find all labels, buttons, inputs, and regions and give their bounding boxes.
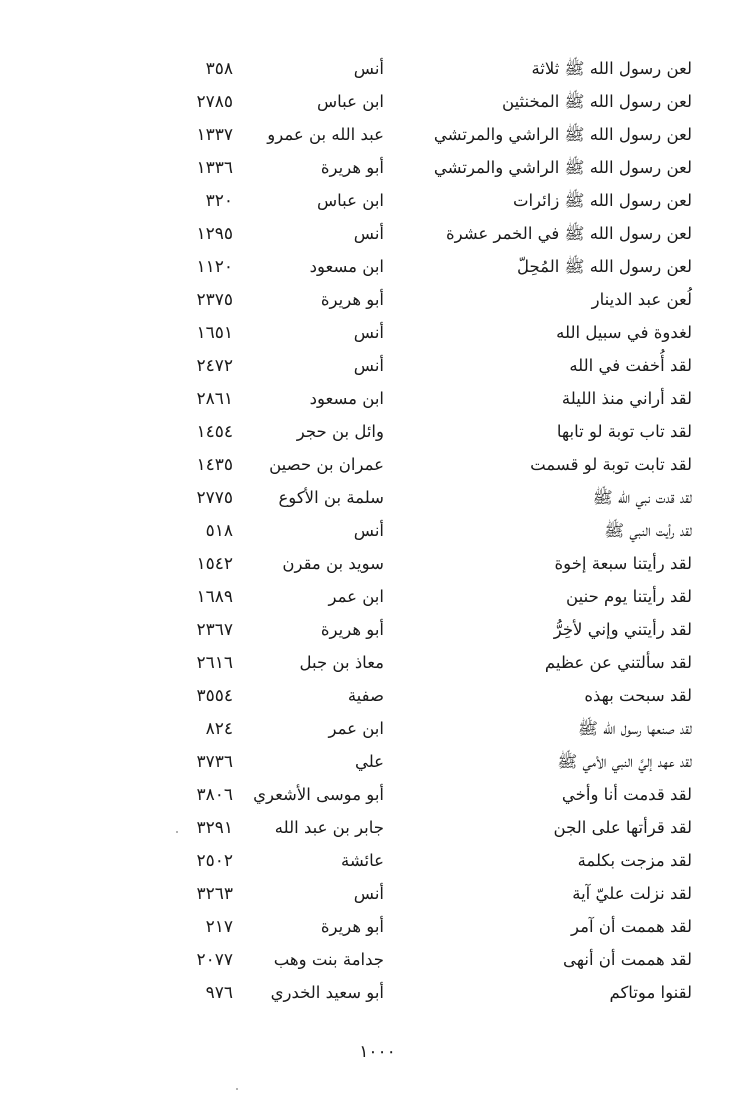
- narrator-name: أنس: [353, 224, 384, 243]
- narrator-name: عمران بن حصين: [269, 455, 384, 474]
- hadith-opening-text: لقد رأيت النبي ﷺ: [604, 521, 692, 540]
- narrator-name: أنس: [353, 356, 384, 375]
- index-row: [0, 415, 755, 448]
- hadith-number: ١٤٥٤: [196, 422, 233, 442]
- index-row: [0, 646, 755, 679]
- hadith-opening-text: لقد رأيتني وإني لأخِرُّ: [553, 620, 692, 639]
- index-row: [0, 976, 755, 1009]
- hadith-opening-text: لقد رأيتنا سبعة إخوة: [554, 554, 692, 573]
- index-row: [0, 184, 755, 217]
- index-row: [0, 844, 755, 877]
- hadith-number: ١٦٨٩: [196, 587, 233, 607]
- narrator-name: أبو هريرة: [320, 158, 384, 177]
- hadith-number: ٢٦١٦: [196, 653, 233, 673]
- index-row: [0, 778, 755, 811]
- hadith-opening-text: لقد أراني منذ الليلة: [561, 389, 692, 408]
- narrator-name: أبو هريرة: [320, 620, 384, 639]
- hadith-opening-text: لقد مزجت بكلمة: [577, 851, 692, 870]
- index-row: [0, 250, 755, 283]
- narrator-name: ابن مسعود: [309, 257, 384, 276]
- index-row: [0, 547, 755, 580]
- hadith-opening-text: لقد قدت نبي الله ﷺ: [592, 488, 692, 507]
- index-row: [0, 910, 755, 943]
- index-row: [0, 349, 755, 382]
- narrator-name: عبد الله بن عمرو: [267, 125, 384, 144]
- scan-speck: [176, 831, 178, 833]
- hadith-number: ٢٥٠٢: [196, 851, 233, 871]
- hadith-number: ٣٢٦٣: [196, 884, 233, 904]
- hadith-number: ٨٢٤: [205, 719, 233, 739]
- hadith-opening-text: لعن رسول الله ﷺ زائرات: [512, 191, 692, 210]
- hadith-number: ١٣٣٦: [196, 158, 233, 178]
- hadith-number: ٢٨٦١: [196, 389, 233, 409]
- index-row: [0, 283, 755, 316]
- index-row: [0, 943, 755, 976]
- index-row: [0, 382, 755, 415]
- index-row: [0, 52, 755, 85]
- index-row: [0, 712, 755, 745]
- hadith-number: ٥١٨: [205, 521, 233, 541]
- index-row: [0, 580, 755, 613]
- hadith-opening-text: لقد تاب توبة لو تابها: [556, 422, 692, 441]
- hadith-number: ١٥٤٢: [196, 554, 233, 574]
- narrator-name: أنس: [353, 59, 384, 78]
- narrator-name: وائل بن حجر: [296, 422, 384, 441]
- narrator-name: جابر بن عبد الله: [274, 818, 384, 837]
- index-row: [0, 811, 755, 844]
- narrator-name: صفية: [347, 686, 384, 705]
- hadith-opening-text: لقد قدمت أنا وأخي: [561, 785, 692, 804]
- hadith-number: ٢٧٧٥: [196, 488, 233, 508]
- hadith-opening-text: لقد نزلت عليّ آية: [572, 884, 692, 903]
- hadith-number: ٣٥٨: [205, 59, 233, 79]
- hadith-number: ٣٢٩١: [196, 818, 233, 838]
- hadith-number: ٩٧٦: [205, 983, 233, 1003]
- narrator-name: ابن عمر: [328, 719, 384, 738]
- index-row: [0, 877, 755, 910]
- hadith-opening-text: لعن رسول الله ﷺ في الخمر عشرة: [445, 224, 692, 243]
- narrator-name: أبو هريرة: [320, 917, 384, 936]
- index-row: [0, 151, 755, 184]
- index-row: [0, 745, 755, 778]
- index-row: [0, 85, 755, 118]
- index-row: [0, 217, 755, 250]
- hadith-number: ٢٣٧٥: [196, 290, 233, 310]
- narrator-name: أبو موسى الأشعري: [253, 785, 384, 804]
- hadith-number: ٢١٧: [205, 917, 233, 937]
- hadith-number: ١٤٣٥: [196, 455, 233, 475]
- narrator-name: أنس: [353, 521, 384, 540]
- page-number: ١٠٠٠: [359, 1042, 396, 1062]
- hadith-number: ١١٢٠: [196, 257, 233, 277]
- narrator-name: عائشة: [340, 851, 384, 870]
- narrator-name: ابن عباس: [317, 191, 384, 210]
- hadith-number: ١٢٩٥: [196, 224, 233, 244]
- hadith-opening-text: لقد رأيتنا يوم حنين: [566, 587, 692, 606]
- narrator-name: معاذ بن جبل: [299, 653, 384, 672]
- hadith-number: ٢٣٦٧: [196, 620, 233, 640]
- hadith-opening-text: لقد سبحت بهذه: [584, 686, 692, 705]
- hadith-number: ٢٧٨٥: [196, 92, 233, 112]
- hadith-opening-text: لقد هممت أن آمر: [571, 917, 692, 936]
- hadith-opening-text: لعن رسول الله ﷺ ثلاثة: [531, 59, 692, 78]
- index-row: [0, 448, 755, 481]
- hadith-opening-text: لقنوا موتاكم: [609, 983, 692, 1002]
- hadith-opening-text: لقد عهد إليَّ النبي الأمي ﷺ: [557, 752, 692, 771]
- hadith-index-list: [0, 52, 755, 1009]
- hadith-number: ٢٤٧٢: [196, 356, 233, 376]
- hadith-opening-text: لقد أُخفت في الله: [569, 356, 692, 375]
- hadith-number: ١٣٣٧: [196, 125, 233, 145]
- index-row: [0, 118, 755, 151]
- narrator-name: علي: [354, 752, 384, 771]
- hadith-number: ٢٠٧٧: [196, 950, 233, 970]
- narrator-name: ابن عمر: [328, 587, 384, 606]
- scan-speck: [236, 1088, 238, 1090]
- narrator-name: أبو هريرة: [320, 290, 384, 309]
- hadith-opening-text: لقد سألتني عن عظيم: [544, 653, 692, 672]
- narrator-name: ابن مسعود: [309, 389, 384, 408]
- narrator-name: سلمة بن الأكوع: [278, 488, 384, 507]
- narrator-name: أبو سعيد الخدري: [270, 983, 384, 1002]
- narrator-name: أنس: [353, 323, 384, 342]
- hadith-opening-text: لعن رسول الله ﷺ المخنثين: [502, 92, 692, 111]
- index-row: [0, 316, 755, 349]
- hadith-number: ٣٥٥٤: [196, 686, 233, 706]
- index-row: [0, 481, 755, 514]
- hadith-opening-text: لقد قرأتها على الجن: [553, 818, 692, 837]
- hadith-opening-text: لعن رسول الله ﷺ الراشي والمرتشي: [433, 158, 692, 177]
- index-row: [0, 514, 755, 547]
- narrator-name: أنس: [353, 884, 384, 903]
- index-row: [0, 679, 755, 712]
- narrator-name: ابن عباس: [317, 92, 384, 111]
- hadith-number: ٣٨٠٦: [196, 785, 233, 805]
- hadith-opening-text: لعن رسول الله ﷺ المُحِلّ: [517, 257, 692, 276]
- hadith-number: ١٦٥١: [196, 323, 233, 343]
- hadith-opening-text: لقد صنعها رسول الله ﷺ: [578, 719, 692, 738]
- hadith-opening-text: لغدوة في سبيل الله: [556, 323, 692, 342]
- hadith-number: ٣٢٠: [205, 191, 233, 211]
- narrator-name: جدامة بنت وهب: [273, 950, 384, 969]
- hadith-opening-text: لُعن عبد الدينار: [591, 290, 692, 309]
- hadith-opening-text: لعن رسول الله ﷺ الراشي والمرتشي: [433, 125, 692, 144]
- hadith-opening-text: لقد هممت أن أنهى: [563, 950, 692, 969]
- hadith-number: ٣٧٣٦: [196, 752, 233, 772]
- hadith-opening-text: لقد تابت توبة لو قسمت: [530, 455, 692, 474]
- index-row: [0, 613, 755, 646]
- narrator-name: سويد بن مقرن: [282, 554, 384, 573]
